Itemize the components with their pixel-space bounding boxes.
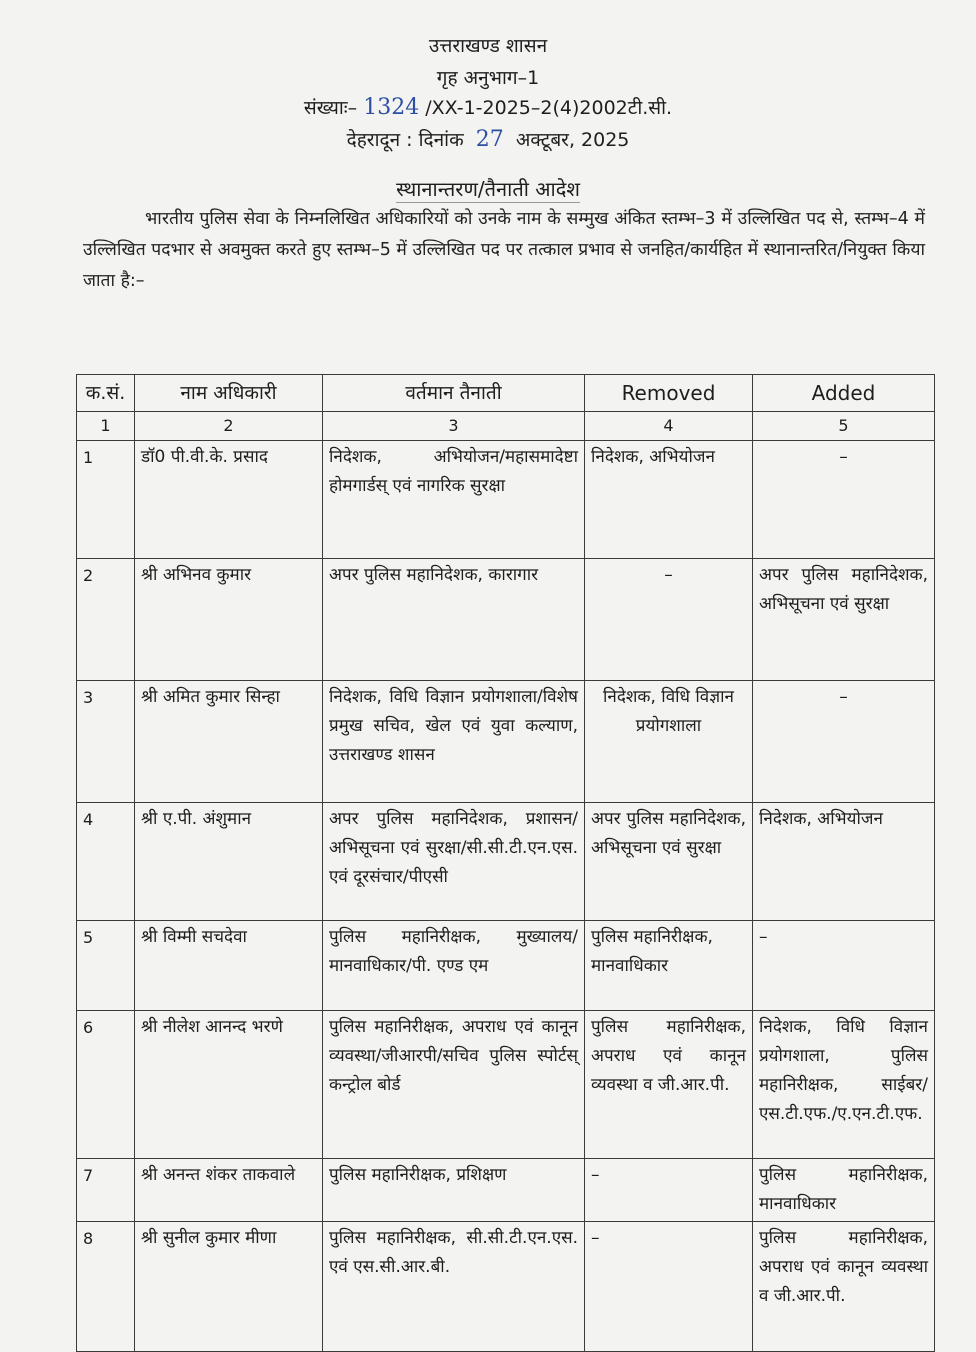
column-number: 2 xyxy=(135,412,323,441)
place-date-label: देहरादून : दिनांक xyxy=(346,129,464,151)
order-title-text: स्थानान्तरण/तैनाती आदेश xyxy=(396,177,580,201)
removed-charge: – xyxy=(585,559,753,681)
column-header-added: Added xyxy=(753,375,935,412)
reference-label: संख्याः– xyxy=(303,97,358,119)
removed-charge: पुलिस महानिरीक्षक, मानवाधिकार xyxy=(585,921,753,1011)
current-posting: पुलिस महानिरीक्षक, मुख्यालय/मानवाधिकार/पी. एण्ड एम xyxy=(323,921,585,1011)
table-row xyxy=(77,803,935,921)
column-header-serial: क.सं. xyxy=(77,375,135,412)
table-row xyxy=(77,1222,935,1352)
officer-name: श्री सुनील कुमार मीणा xyxy=(135,1222,323,1352)
table-row xyxy=(77,1159,935,1222)
month-year: अक्टूबर, 2025 xyxy=(515,129,630,151)
added-charge: – xyxy=(753,441,935,559)
table-row xyxy=(77,921,935,1011)
column-number-row xyxy=(77,412,935,441)
officer-name: श्री नीलेश आनन्द भरणे xyxy=(135,1011,323,1159)
current-posting: पुलिस महानिरीक्षक, अपराध एवं कानून व्यवस्था/जीआरपी/सचिव पुलिस स्पोर्टस् कन्ट्रोल बोर्ड xyxy=(323,1011,585,1159)
added-charge: अपर पुलिस महानिदेशक, अभिसूचना एवं सुरक्षा xyxy=(753,559,935,681)
removed-charge: – xyxy=(585,1222,753,1352)
serial-number: 7 xyxy=(77,1159,135,1222)
officer-name: श्री विम्मी सचदेवा xyxy=(135,921,323,1011)
officer-name: श्री अभिनव कुमार xyxy=(135,559,323,681)
table-row xyxy=(77,559,935,681)
serial-number: 4 xyxy=(77,803,135,921)
removed-charge: निदेशक, विधि विज्ञान प्रयोगशाला xyxy=(585,681,753,803)
officer-name: श्री अनन्त शंकर ताकवाले xyxy=(135,1159,323,1222)
removed-charge: अपर पुलिस महानिदेशक, अभिसूचना एवं सुरक्षा xyxy=(585,803,753,921)
current-posting: निदेशक, विधि विज्ञान प्रयोगशाला/विशेष प्रमुख सचिव, खेल एवं युवा कल्याण, उत्तराखण्ड शासन xyxy=(323,681,585,803)
added-charge: पुलिस महानिरीक्षक, अपराध एवं कानून व्यवस्था व जी.आर.पी. xyxy=(753,1222,935,1352)
date-handwritten-day: 27 xyxy=(475,127,504,152)
transfer-table xyxy=(76,374,935,1352)
serial-number: 3 xyxy=(77,681,135,803)
government-name: उत्तराखण्ड शासन xyxy=(428,35,548,57)
table-row xyxy=(77,441,935,559)
column-number: 1 xyxy=(77,412,135,441)
serial-number: 5 xyxy=(77,921,135,1011)
current-posting: निदेशक, अभियोजन/महासमादेष्टा होमगार्डस् एवं नागरिक सुरक्षा xyxy=(323,441,585,559)
current-posting: पुलिस महानिरीक्षक, प्रशिक्षण xyxy=(323,1159,585,1222)
reference-handwritten-number: 1324 xyxy=(363,95,420,120)
serial-number: 1 xyxy=(77,441,135,559)
added-charge: – xyxy=(753,921,935,1011)
serial-number: 8 xyxy=(77,1222,135,1352)
column-number: 3 xyxy=(323,412,585,441)
current-posting: अपर पुलिस महानिदेशक, कारागार xyxy=(323,559,585,681)
department-name: गृह अनुभाग–1 xyxy=(436,67,540,89)
added-charge: पुलिस महानिरीक्षक, मानवाधिकार xyxy=(753,1159,935,1222)
added-charge: – xyxy=(753,681,935,803)
place-and-date xyxy=(0,124,976,156)
column-number: 5 xyxy=(753,412,935,441)
reference-suffix: /XX-1-2025–2(4)2002टी.सी. xyxy=(425,97,673,119)
table-row xyxy=(77,681,935,803)
removed-charge: – xyxy=(585,1159,753,1222)
current-posting: पुलिस महानिरीक्षक, सी.सी.टी.एन.एस. एवं एस.सी.आर.बी. xyxy=(323,1222,585,1352)
added-charge: निदेशक, अभियोजन xyxy=(753,803,935,921)
column-number: 4 xyxy=(585,412,753,441)
officer-name: डॉ0 पी.वी.के. प्रसाद xyxy=(135,441,323,559)
officer-name: श्री ए.पी. अंशुमान xyxy=(135,803,323,921)
table-header-row xyxy=(77,375,935,412)
removed-charge: निदेशक, अभियोजन xyxy=(585,441,753,559)
current-posting: अपर पुलिस महानिदेशक, प्रशासन/अभिसूचना एवं सुरक्षा/सी.सी.टी.एन.एस. एवं दूरसंचार/पीएसी xyxy=(323,803,585,921)
column-header-removed: Removed xyxy=(585,375,753,412)
added-charge: निदेशक, विधि विज्ञान प्रयोगशाला, पुलिस महानिरीक्षक, साईबर/एस.टी.एफ./ए.एन.टी.एफ. xyxy=(753,1011,935,1159)
order-title xyxy=(0,174,976,204)
serial-number: 6 xyxy=(77,1011,135,1159)
intro-paragraph: भारतीय पुलिस सेवा के निम्नलिखित अधिकारियों को उनके नाम के सम्मुख अंकित स्तम्भ–3 में उल्लिखित पद से, स्तम्भ–4 में उल्लिखित पदभार से अवमुक्त करते हुए स्तम्भ–5 में उल्लिखित पद पर तत्काल प्रभाव से जनहित/कार्यहित में स्थानान्तरित/नियुक्त किया जाता है:– xyxy=(83,209,925,291)
officer-name: श्री अमित कुमार सिन्हा xyxy=(135,681,323,803)
column-header-officer-name: नाम अधिकारी xyxy=(135,375,323,412)
removed-charge: पुलिस महानिरीक्षक, अपराध एवं कानून व्यवस्था व जी.आर.पी. xyxy=(585,1011,753,1159)
serial-number: 2 xyxy=(77,559,135,681)
reference-number xyxy=(0,92,976,124)
table-row xyxy=(77,1011,935,1159)
column-header-current-posting: वर्तमान तैनाती xyxy=(323,375,585,412)
